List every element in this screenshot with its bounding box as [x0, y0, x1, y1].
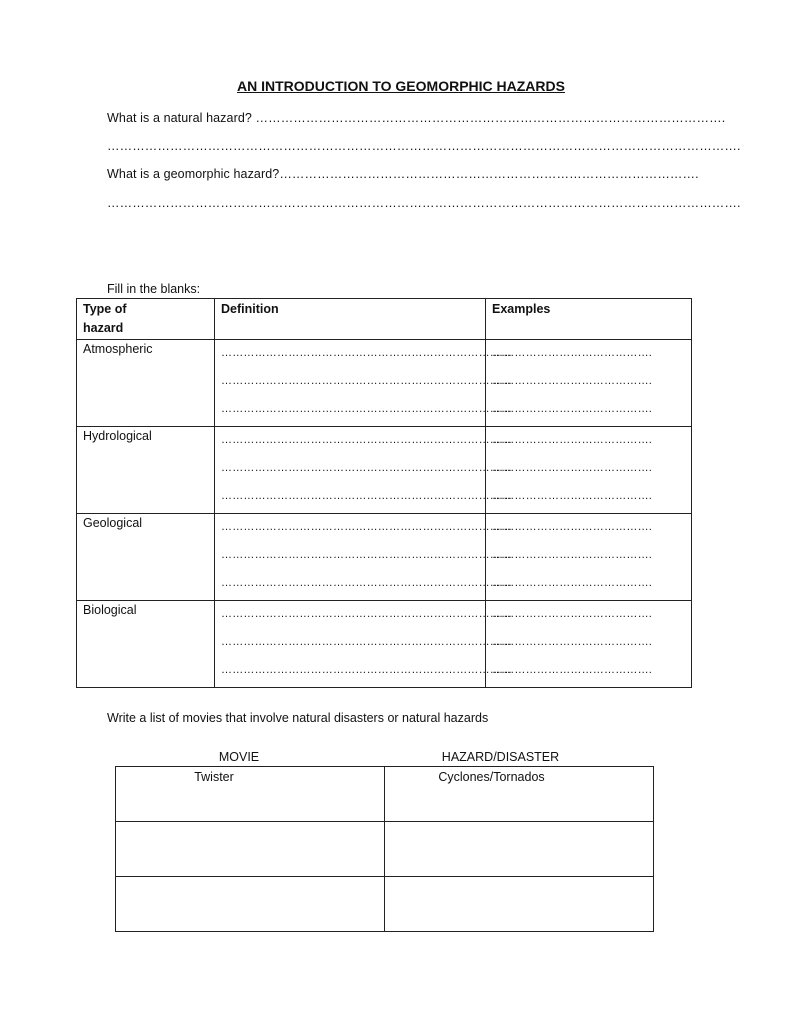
example-blank-line[interactable]: ……………………………………. — [492, 490, 653, 502]
hazard-row-biological — [77, 601, 692, 688]
definition-blank-cell[interactable] — [215, 601, 513, 688]
hazard-cell[interactable]: Cyclones/Tornados — [385, 767, 654, 822]
example-blank-line[interactable]: ……………………………………. — [492, 608, 653, 620]
movie-cell[interactable]: Twister — [116, 767, 385, 822]
examples-blank-cell[interactable] — [486, 514, 692, 601]
worksheet-title: AN INTRODUCTION TO GEOMORPHIC HAZARDS — [237, 78, 565, 94]
hazard-row-geological — [77, 514, 692, 601]
header-definition: Definition — [215, 299, 486, 340]
movies-instruction: Write a list of movies that involve natural disasters or natural hazards — [107, 711, 489, 725]
hazard-cell[interactable] — [385, 877, 654, 932]
question-natural-hazard: What is a natural hazard? …………………………………………………………………………………………………. — [107, 111, 726, 125]
movie-row — [116, 877, 654, 932]
example-blank-line[interactable]: ……………………………………. — [492, 549, 653, 561]
hazard-cell[interactable] — [385, 822, 654, 877]
hazard-column-header: HAZARD/DISASTER — [441, 750, 560, 764]
hazard-type-cell: Geological — [77, 514, 215, 601]
hazard-type-cell: Biological — [77, 601, 215, 688]
hazard-types-table — [76, 298, 692, 688]
header-type-of-hazard: Type of hazard — [77, 299, 215, 340]
examples-blank-cell[interactable] — [486, 601, 692, 688]
definition-blank-line[interactable]: …………………………………………………………………… — [221, 403, 513, 415]
example-blank-line[interactable]: ……………………………………. — [492, 577, 653, 589]
definition-blank-line[interactable]: …………………………………………………………………… — [221, 375, 513, 387]
definition-blank-line[interactable]: …………………………………………………………………… — [221, 521, 513, 533]
examples-blank-cell[interactable] — [486, 340, 692, 427]
example-blank-line[interactable]: ……………………………………. — [492, 636, 653, 648]
hazard-row-hydrological — [77, 427, 692, 514]
question-geomorphic-hazard: What is a geomorphic hazard?………………………………………………………………………………………. — [107, 167, 699, 181]
definition-blank-line[interactable]: …………………………………………………………………… — [221, 462, 513, 474]
example-blank-line[interactable]: ……………………………………. — [492, 403, 653, 415]
example-blank-line[interactable]: ……………………………………. — [492, 521, 653, 533]
definition-blank-line[interactable]: …………………………………………………………………… — [221, 664, 513, 676]
definition-blank-line[interactable]: …………………………………………………………………… — [221, 608, 513, 620]
hazard-type-cell: Atmospheric — [77, 340, 215, 427]
example-blank-line[interactable]: ……………………………………. — [492, 375, 653, 387]
definition-blank-line[interactable]: …………………………………………………………………… — [221, 490, 513, 502]
definition-blank-cell[interactable] — [215, 340, 513, 427]
definition-blank-line[interactable]: …………………………………………………………………… — [221, 434, 513, 446]
definition-blank-line[interactable]: …………………………………………………………………… — [221, 577, 513, 589]
movie-cell[interactable] — [116, 822, 385, 877]
example-blank-line[interactable]: ……………………………………. — [492, 664, 653, 676]
answer-line-geomorphic-hazard: ……………………………………………………………………………………………………………………………………. — [107, 196, 741, 210]
example-blank-line[interactable]: ……………………………………. — [492, 434, 653, 446]
fill-in-blanks-label: Fill in the blanks: — [107, 282, 201, 296]
answer-line-natural-hazard: ……………………………………………………………………………………………………………………………………. — [107, 139, 741, 153]
movie-cell[interactable] — [116, 877, 385, 932]
definition-blank-line[interactable]: …………………………………………………………………… — [221, 549, 513, 561]
hazard-table-header-row — [77, 299, 692, 340]
movie-column-header: MOVIE — [218, 750, 260, 764]
examples-blank-cell[interactable] — [486, 427, 692, 514]
example-blank-line[interactable]: ……………………………………. — [492, 462, 653, 474]
definition-blank-line[interactable]: …………………………………………………………………… — [221, 636, 513, 648]
hazard-row-atmospheric — [77, 340, 692, 427]
hazard-type-cell: Hydrological — [77, 427, 215, 514]
definition-blank-cell[interactable] — [215, 427, 513, 514]
example-blank-line[interactable]: ……………………………………. — [492, 347, 653, 359]
header-examples: Examples — [486, 299, 692, 340]
movies-table — [115, 766, 654, 932]
movie-row — [116, 767, 654, 822]
definition-blank-cell[interactable] — [215, 514, 513, 601]
definition-blank-line[interactable]: …………………………………………………………………… — [221, 347, 513, 359]
movie-row — [116, 822, 654, 877]
